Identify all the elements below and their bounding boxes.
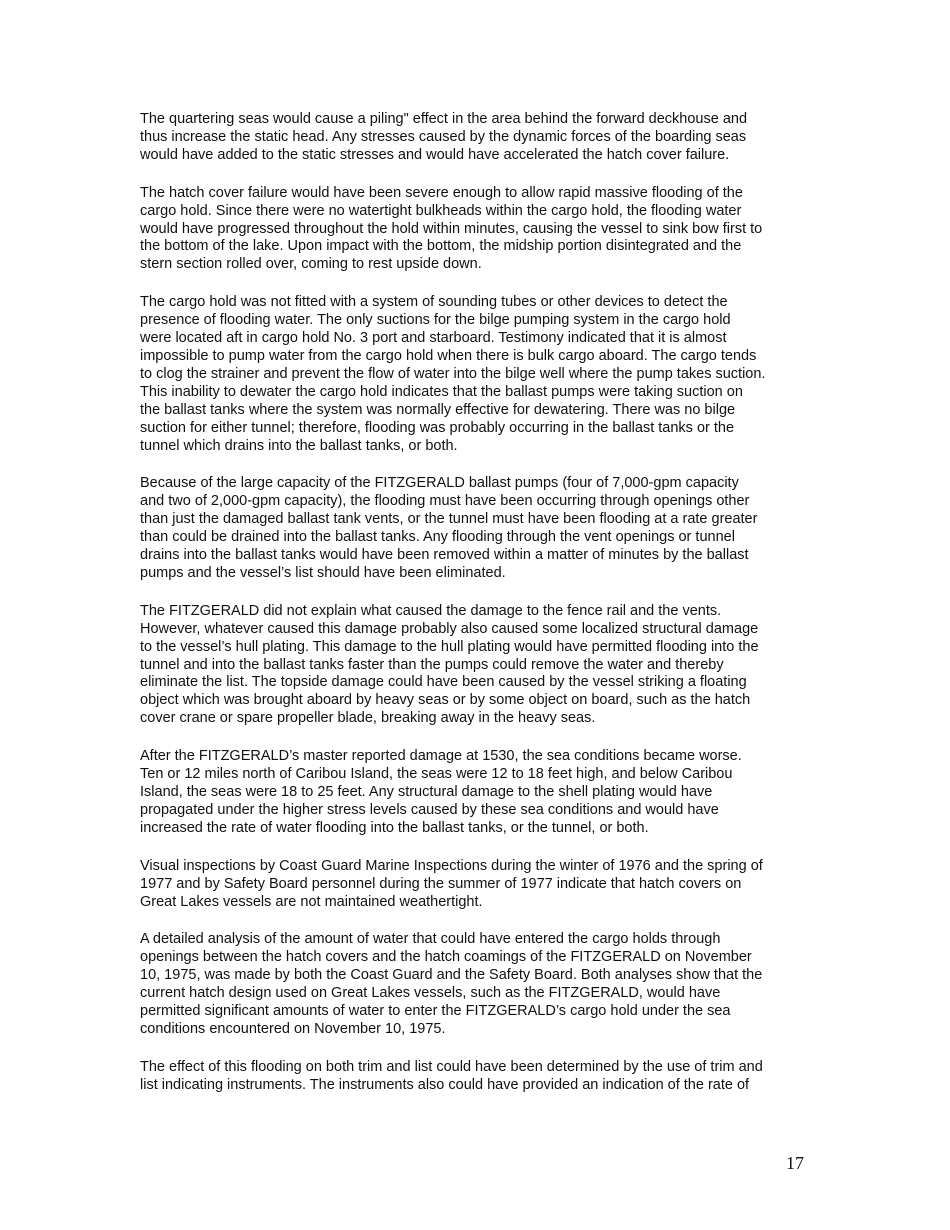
paragraph-9: The effect of this flooding on both trim and list could have been determined by the use of trim and list indicating instruments. The instruments also could have provided an indication of the rate of xyxy=(140,1058,763,1093)
paragraph-2: The hatch cover failure would have been severe enough to allow rapid massive flooding of the cargo hold. Since there were no watertight bulkheads within the cargo hold, the flooding water would have progressed throughout the hold within minutes, causing the vessel to sink bow first to the bottom of the lake. Upon impact with the bottom, the midship portion disintegrated and the stern section rolled over, coming to rest upside down. xyxy=(140,184,763,273)
page-number: 17 xyxy=(786,1153,804,1173)
paragraph-4: Because of the large capacity of the FITZGERALD ballast pumps (four of 7,000-gpm capacity and two of 2,000-gpm capacity), the flooding must have been occurring through openings other than just the damaged ballast tank vents, or the tunnel must have been flooding at a rate greater than could be drained into the ballast tanks. Any flooding through the vent openings or tunnel drains into the ballast tanks would have been removed within a matter of minutes by the ballast pumps and the vessel’s list should have been eliminated. xyxy=(140,475,758,581)
paragraph-8: A detailed analysis of the amount of water that could have entered the cargo holds through openings between the hatch covers and the hatch coamings of the FITZGERALD on November 10, 1975, was made by both the Coast Guard and the Safety Board. Both analyses show that the current hatch design used on Great Lakes vessels, such as the FITZGERALD, would have permitted significant amounts of water to enter the FITZGERALD’s cargo hold under the sea conditions encountered on November 10, 1975. xyxy=(140,931,763,1037)
body-text xyxy=(140,111,814,1115)
paragraph-1: The quartering seas would cause a piling" effect in the area behind the forward deckhouse and thus increase the static head. Any stresses caused by the dynamic forces of the boarding seas would have added to the static stresses and would have accelerated the hatch cover failure. xyxy=(140,111,748,163)
paragraph-7: Visual inspections by Coast Guard Marine Inspections during the winter of 1976 and the spring of 1977 and by Safety Board personnel during the summer of 1977 indicate that hatch covers on Great Lakes vessels are not maintained weathertight. xyxy=(140,857,763,910)
paragraph-5: The FITZGERALD did not explain what caused the damage to the fence rail and the vents. However, whatever caused this damage probably also caused some localized structural damage to the vessel’s hull plating. This damage to the hull plating would have permitted flooding into the tunnel and into the ballast tanks faster than the pumps could remove the water and thereby eliminate the list. The topside damage could have been caused by the vessel striking a floating object which was brought aboard by heavy seas or by some object on board, such as the hatch cover crane or spare propeller blade, breaking away in the heavy seas. xyxy=(140,602,759,727)
paragraph-6: After the FITZGERALD’s master reported damage at 1530, the sea conditions became worse. Ten or 12 miles north of Caribou Island, the seas were 12 to 18 feet high, and below Caribou Island, the seas were 18 to 25 feet. Any structural damage to the shell plating would have propagated under the higher stress levels caused by these sea conditions and would have increased the rate of water flooding into the ballast tanks, or the tunnel, or both. xyxy=(140,748,742,836)
paragraph-3: The cargo hold was not fitted with a system of sounding tubes or other devices to detect the presence of flooding water. The only suctions for the bilge pumping system in the cargo hold were located aft in cargo hold No. 3 port and starboard. Testimony indicated that it is almost impossible to pump water from the cargo hold when there is bulk cargo aboard. The cargo tends to clog the strainer and prevent the flow of water into the bilge well where the pump takes suction. This inability to dewater the cargo hold indicates that the ballast pumps were taking suction on the ballast tanks where the system was normally effective for dewatering. There was no bilge suction for either tunnel; therefore, flooding was probably occurring in the ballast tanks or the tunnel which drains into the ballast tanks, or both. xyxy=(140,294,766,454)
